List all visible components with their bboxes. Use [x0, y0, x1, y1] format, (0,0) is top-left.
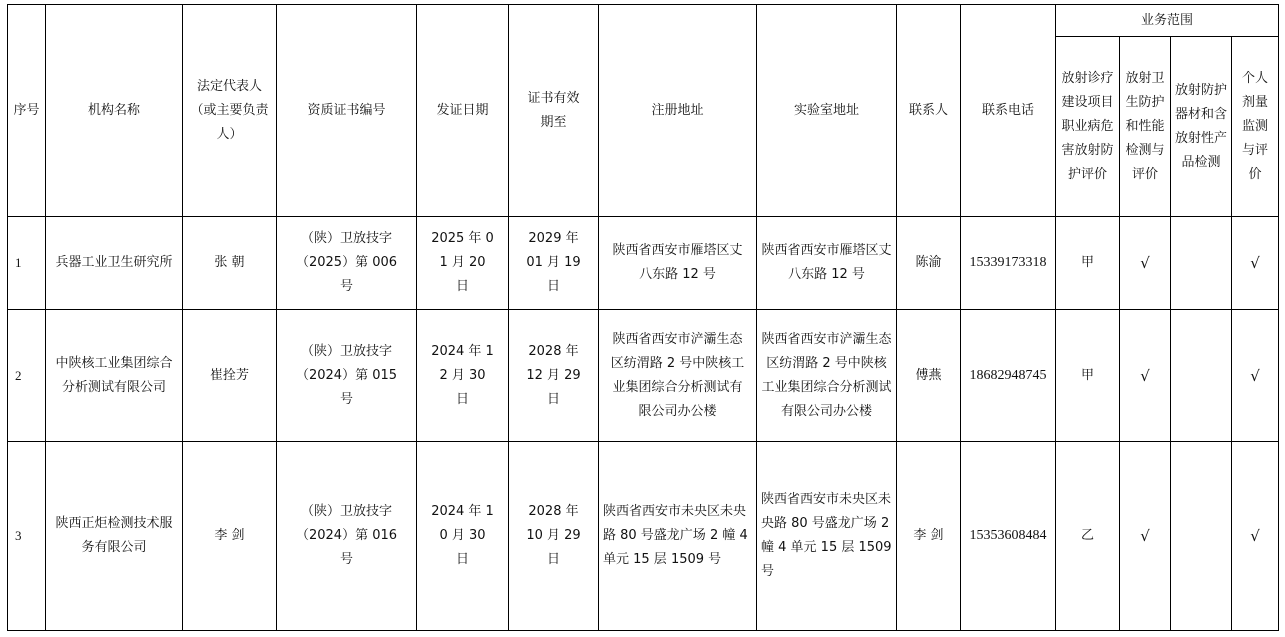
- cert-no: （陕）卫放技字（2024）第 016 号: [277, 442, 417, 631]
- valid-until: 2028 年 12 月 29 日: [509, 310, 599, 442]
- scope-check: √: [1232, 442, 1279, 631]
- legal-rep: 崔拴芳: [183, 310, 277, 442]
- issue-date: 2024 年 10 月 30 日: [417, 442, 509, 631]
- cert-no: （陕）卫放技字（2025）第 006 号: [277, 217, 417, 310]
- valid-until: 2028 年 10 月 29 日: [509, 442, 599, 631]
- header-scope-item: 放射防护器材和含放射性产品检测: [1171, 37, 1232, 217]
- scope-check: √: [1120, 442, 1171, 631]
- issue-date: 2024 年 12 月 30 日: [417, 310, 509, 442]
- scope-grade: 甲: [1056, 217, 1120, 310]
- header-cert-no: 资质证书编号: [277, 5, 417, 217]
- header-issue-date: 发证日期: [417, 5, 509, 217]
- org-name: 兵器工业卫生研究所: [46, 217, 183, 310]
- reg-address: 陕西省西安市雁塔区丈八东路 12 号: [599, 217, 757, 310]
- header-scope-item: 放射卫生防护和性能检测与评价: [1120, 37, 1171, 217]
- header-scope-item: 放射诊疗建设项目职业病危害放射防护评价: [1056, 37, 1120, 217]
- reg-address: 陕西省西安市浐灞生态区纺渭路 2 号中陕核工业集团综合分析测试有限公司办公楼: [599, 310, 757, 442]
- header-scope: 业务范围: [1056, 5, 1279, 37]
- issue-date: 2025 年 01 月 20 日: [417, 217, 509, 310]
- header-contact: 联系人: [897, 5, 961, 217]
- lab-address: 陕西省西安市浐灞生态区纺渭路 2 号中陕核工业集团综合分析测试有限公司办公楼: [757, 310, 897, 442]
- table-row: [8, 442, 1279, 631]
- header-phone: 联系电话: [961, 5, 1056, 217]
- valid-until: 2029 年 01 月 19 日: [509, 217, 599, 310]
- phone: 18682948745: [961, 310, 1056, 442]
- scope-check: √: [1120, 310, 1171, 442]
- header-lab-address: 实验室地址: [757, 5, 897, 217]
- scope-check: √: [1120, 217, 1171, 310]
- header-org-name: 机构名称: [46, 5, 183, 217]
- scope-check: [1171, 217, 1232, 310]
- org-name: 中陕核工业集团综合分析测试有限公司: [46, 310, 183, 442]
- scope-check: √: [1232, 310, 1279, 442]
- legal-rep: 李 剑: [183, 442, 277, 631]
- scope-check: [1171, 442, 1232, 631]
- institution-table: [7, 4, 1279, 631]
- org-name: 陕西正炬检测技术服务有限公司: [46, 442, 183, 631]
- scope-check: [1171, 310, 1232, 442]
- reg-address: 陕西省西安市未央区未央路 80 号盛龙广场 2 幢 4 单元 15 层 1509 号: [599, 442, 757, 631]
- header-reg-address: 注册地址: [599, 5, 757, 217]
- legal-rep: 张 朝: [183, 217, 277, 310]
- scope-check: √: [1232, 217, 1279, 310]
- lab-address: 陕西省西安市未央区未央路 80 号盛龙广场 2 幢 4 单元 15 层 1509 号: [757, 442, 897, 631]
- header-row-1: [8, 5, 1279, 37]
- scope-grade: 甲: [1056, 310, 1120, 442]
- phone: 15353608484: [961, 442, 1056, 631]
- header-index: 序号: [8, 5, 46, 217]
- table-row: [8, 310, 1279, 442]
- contact: 李 剑: [897, 442, 961, 631]
- scope-grade: 乙: [1056, 442, 1120, 631]
- phone: 15339173318: [961, 217, 1056, 310]
- header-legal-rep: 法定代表人（或主要负责人）: [183, 5, 277, 217]
- contact: 陈渝: [897, 217, 961, 310]
- header-valid-until: 证书有效期至: [509, 5, 599, 217]
- contact: 傅燕: [897, 310, 961, 442]
- row-index: 2: [8, 310, 46, 442]
- table-row: [8, 217, 1279, 310]
- row-index: 1: [8, 217, 46, 310]
- cert-no: （陕）卫放技字（2024）第 015 号: [277, 310, 417, 442]
- header-scope-item: 个人剂量监测与评价: [1232, 37, 1279, 217]
- row-index: 3: [8, 442, 46, 631]
- lab-address: 陕西省西安市雁塔区丈八东路 12 号: [757, 217, 897, 310]
